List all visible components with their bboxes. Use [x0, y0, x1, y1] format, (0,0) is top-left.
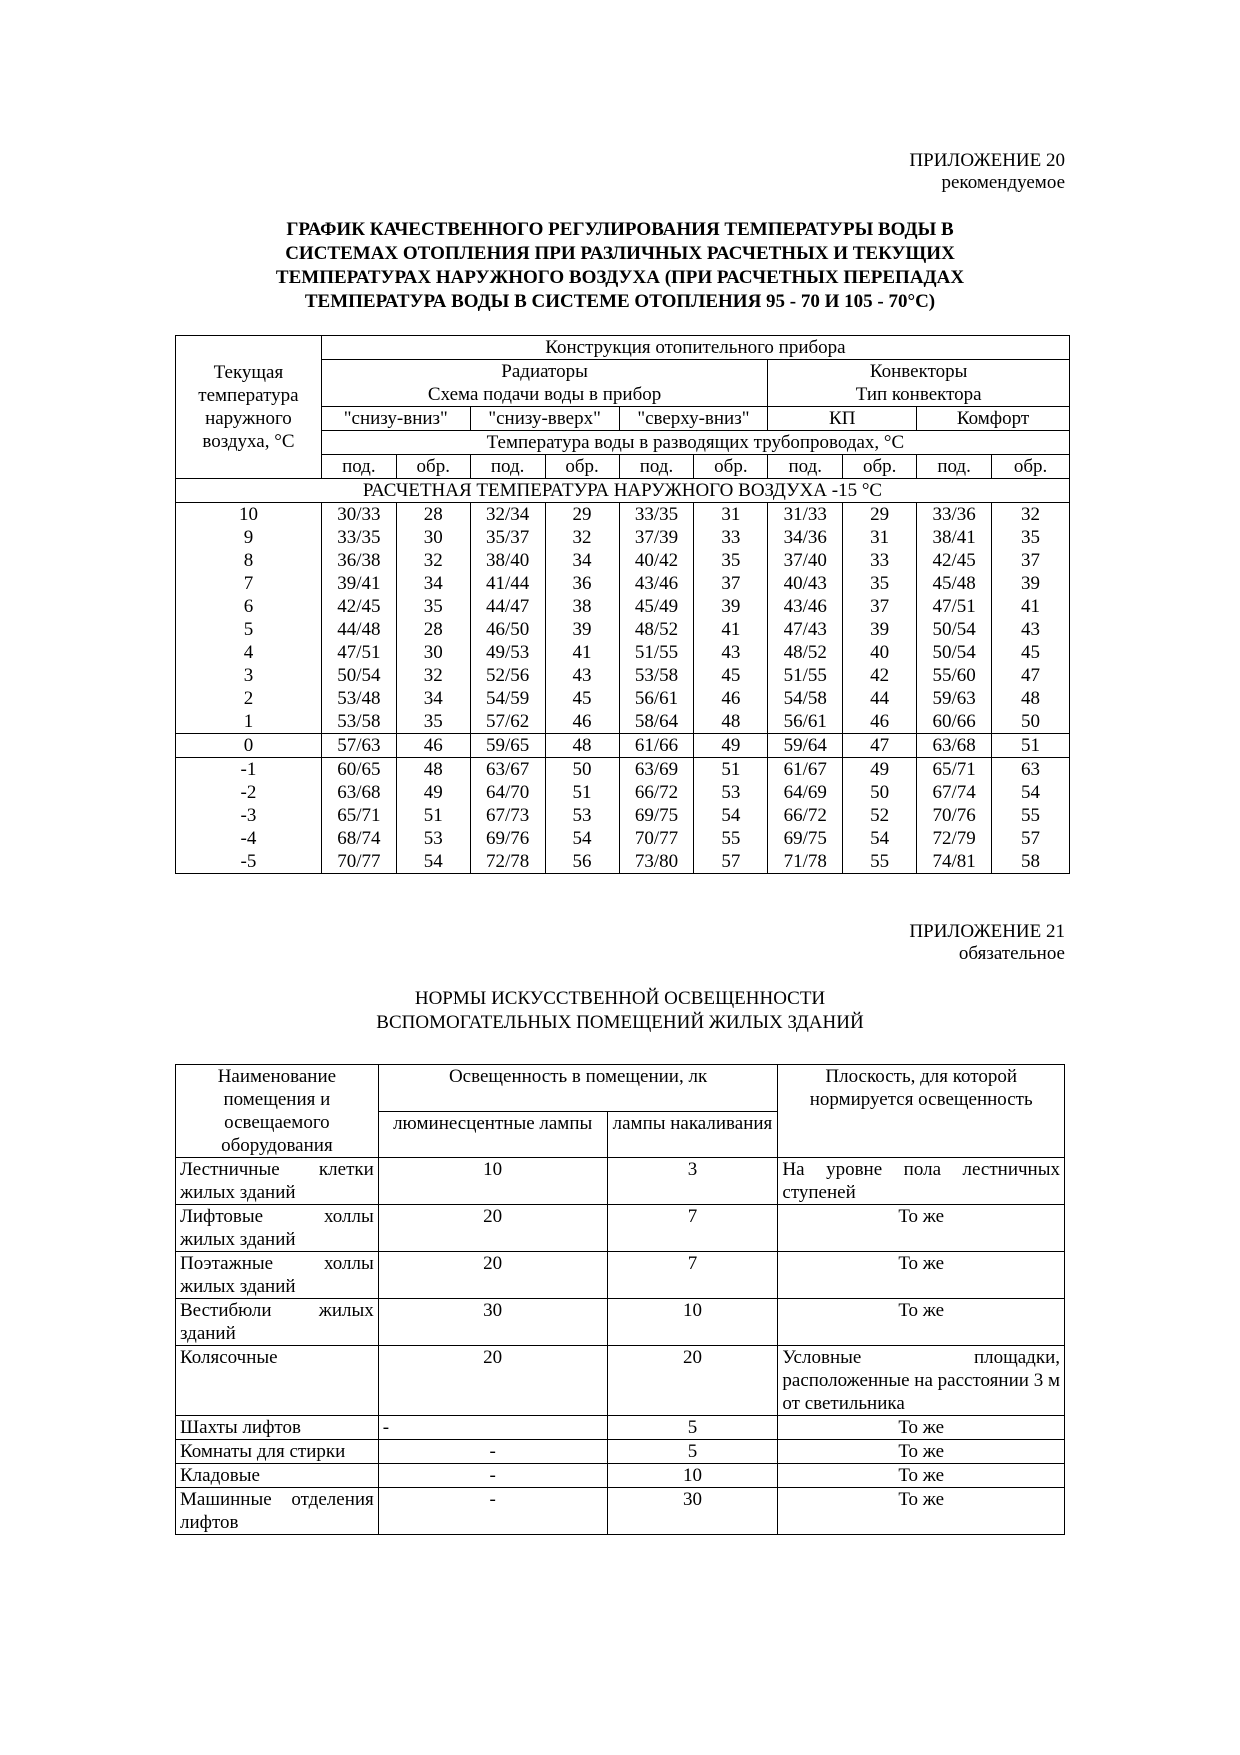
value-cell: 69/75 [619, 804, 694, 827]
chart-title-line: СИСТЕМАХ ОТОПЛЕНИЯ ПРИ РАЗЛИЧНЫХ РАСЧЕТНЫХ И ТЕКУЩИХ [285, 243, 955, 264]
value-cell: 47 [992, 664, 1070, 687]
norms-title-line: ВСПОМОГАТЕЛЬНЫХ ПОМЕЩЕНИЙ ЖИЛЫХ ЗДАНИЙ [376, 1012, 864, 1033]
value-cell: 74/81 [917, 850, 992, 874]
value-cell: 72/79 [917, 827, 992, 850]
value-cell: 61/66 [619, 734, 694, 758]
value-cell: 34 [545, 549, 619, 572]
incandescent-cell: 5 [607, 1416, 778, 1440]
table-row [176, 827, 1070, 850]
outdoor-temp-cell: 4 [176, 641, 322, 664]
value-cell: 70/76 [917, 804, 992, 827]
outdoor-temp-header: Текущая температура наружного воздуха, °С [176, 336, 322, 479]
value-cell: 47/43 [768, 618, 843, 641]
sub-header: "снизу-вверх" [470, 407, 619, 431]
value-cell: 52/56 [470, 664, 545, 687]
value-cell: 73/80 [619, 850, 694, 874]
pod-header: под. [768, 455, 843, 479]
value-cell: 31/33 [768, 503, 843, 527]
value-cell: 50/54 [321, 664, 396, 687]
table-row [176, 641, 1070, 664]
value-cell: 48 [545, 734, 619, 758]
table-row [176, 758, 1070, 782]
outdoor-temp-cell: 9 [176, 526, 322, 549]
sub-header: Комфорт [917, 407, 1070, 431]
value-cell: 39 [843, 618, 917, 641]
value-cell: 72/78 [470, 850, 545, 874]
water-temp-header: Температура воды в разводящих трубопроводах, °С [321, 431, 1069, 455]
value-cell: 66/72 [768, 804, 843, 827]
value-cell: 40 [843, 641, 917, 664]
table-row [176, 1299, 1065, 1346]
convector-type-label: Тип конвектора [855, 384, 982, 405]
value-cell: 46/50 [470, 618, 545, 641]
value-cell: 38/40 [470, 549, 545, 572]
appendix-21-title: ПРИЛОЖЕНИЕ 21 [909, 921, 1065, 942]
chart-title-line: ГРАФИК КАЧЕСТВЕННОГО РЕГУЛИРОВАНИЯ ТЕМПЕРАТУРЫ ВОДЫ В [286, 219, 954, 240]
value-cell: 49 [843, 758, 917, 782]
chart-title-line: ТЕМПЕРАТУРА ВОДЫ В СИСТЕМЕ ОТОПЛЕНИЯ 95 - 70 И 105 - 70°С) [304, 291, 936, 312]
obr-header: обр. [396, 455, 470, 479]
room-name-cell: Машинные отделения лифтов [176, 1488, 379, 1535]
fluorescent-header: люминесцентные лампы [378, 1112, 607, 1158]
outdoor-temp-cell: 10 [176, 503, 322, 527]
plane-cell: То же [778, 1440, 1065, 1464]
lighting-norms-table [175, 1064, 1065, 1535]
table-row [176, 503, 1070, 527]
value-cell: 63/69 [619, 758, 694, 782]
incandescent-cell: 7 [607, 1205, 778, 1252]
value-cell: 37 [843, 595, 917, 618]
value-cell: 35 [694, 549, 768, 572]
value-cell: 45 [694, 664, 768, 687]
fluorescent-cell: - [378, 1440, 607, 1464]
table-row [176, 526, 1070, 549]
value-cell: 50/54 [917, 641, 992, 664]
value-cell: 48 [992, 687, 1070, 710]
value-cell: 33/35 [619, 503, 694, 527]
value-cell: 48 [694, 710, 768, 734]
incandescent-cell: 3 [607, 1158, 778, 1205]
outdoor-temp-cell: -4 [176, 827, 322, 850]
appendix-20-title: ПРИЛОЖЕНИЕ 20 [909, 150, 1065, 171]
value-cell: 35 [992, 526, 1070, 549]
value-cell: 56/61 [768, 710, 843, 734]
obr-header: обр. [843, 455, 917, 479]
table1-body [176, 503, 1070, 874]
value-cell: 43/46 [619, 572, 694, 595]
value-cell: 41 [545, 641, 619, 664]
value-cell: 53 [396, 827, 470, 850]
value-cell: 32 [992, 503, 1070, 527]
incandescent-cell: 10 [607, 1464, 778, 1488]
value-cell: 43 [992, 618, 1070, 641]
plane-cell: То же [778, 1205, 1065, 1252]
incandescent-cell: 20 [607, 1346, 778, 1416]
incandescent-header: лампы накаливания [607, 1112, 778, 1158]
value-cell: 39 [694, 595, 768, 618]
value-cell: 71/78 [768, 850, 843, 874]
construction-header: Конструкция отопительного прибора [321, 336, 1069, 360]
room-name-cell: Колясочные [176, 1346, 379, 1416]
table-row [176, 1205, 1065, 1252]
value-cell: 65/71 [917, 758, 992, 782]
value-cell: 54/58 [768, 687, 843, 710]
value-cell: 49 [694, 734, 768, 758]
value-cell: 48/52 [768, 641, 843, 664]
outdoor-temp-cell: -2 [176, 781, 322, 804]
outdoor-temp-cell: -3 [176, 804, 322, 827]
value-cell: 68/74 [321, 827, 396, 850]
name-header: Наименование помещения и освещаемого оборудования [176, 1065, 379, 1158]
fluorescent-cell: - [378, 1464, 607, 1488]
plane-cell: То же [778, 1416, 1065, 1440]
value-cell: 35/37 [470, 526, 545, 549]
value-cell: 43/46 [768, 595, 843, 618]
pod-header: под. [470, 455, 545, 479]
value-cell: 37 [694, 572, 768, 595]
value-cell: 33/35 [321, 526, 396, 549]
value-cell: 63/68 [321, 781, 396, 804]
value-cell: 69/75 [768, 827, 843, 850]
table-row [176, 804, 1070, 827]
value-cell: 49 [396, 781, 470, 804]
value-cell: 36/38 [321, 549, 396, 572]
room-name-cell: Поэтажные холлы жилых зданий [176, 1252, 379, 1299]
table-row [176, 850, 1070, 874]
table-row [176, 618, 1070, 641]
obr-header: обр. [992, 455, 1070, 479]
room-name-cell: Кладовые [176, 1464, 379, 1488]
obr-header: обр. [545, 455, 619, 479]
obr-header: обр. [694, 455, 768, 479]
value-cell: 59/64 [768, 734, 843, 758]
pod-header: под. [917, 455, 992, 479]
value-cell: 44/48 [321, 618, 396, 641]
value-cell: 50 [545, 758, 619, 782]
value-cell: 53 [694, 781, 768, 804]
value-cell: 42/45 [917, 549, 992, 572]
value-cell: 45 [992, 641, 1070, 664]
value-cell: 60/66 [917, 710, 992, 734]
value-cell: 58/64 [619, 710, 694, 734]
radiators-label: Радиаторы [501, 361, 588, 382]
table-row [176, 1416, 1065, 1440]
value-cell: 64/69 [768, 781, 843, 804]
fluorescent-cell: 20 [378, 1346, 607, 1416]
value-cell: 45/49 [619, 595, 694, 618]
value-cell: 55/60 [917, 664, 992, 687]
value-cell: 51/55 [619, 641, 694, 664]
value-cell: 42/45 [321, 595, 396, 618]
fluorescent-cell: 30 [378, 1299, 607, 1346]
plane-cell: То же [778, 1252, 1065, 1299]
value-cell: 31 [843, 526, 917, 549]
incandescent-cell: 7 [607, 1252, 778, 1299]
table-row [176, 595, 1070, 618]
value-cell: 38/41 [917, 526, 992, 549]
value-cell: 48/52 [619, 618, 694, 641]
convectors-header [768, 360, 1070, 407]
value-cell: 51/55 [768, 664, 843, 687]
value-cell: 29 [843, 503, 917, 527]
value-cell: 53 [545, 804, 619, 827]
pod-header: под. [619, 455, 694, 479]
value-cell: 57/62 [470, 710, 545, 734]
sub-header: "снизу-вниз" [321, 407, 470, 431]
value-cell: 52 [843, 804, 917, 827]
table-row [176, 1252, 1065, 1299]
plane-cell: На уровне пола лестничных ступеней [778, 1158, 1065, 1205]
value-cell: 57 [992, 827, 1070, 850]
value-cell: 28 [396, 503, 470, 527]
value-cell: 39 [545, 618, 619, 641]
calc-temp-row: РАСЧЕТНАЯ ТЕМПЕРАТУРА НАРУЖНОГО ВОЗДУХА -15 °С [176, 479, 1070, 503]
value-cell: 65/71 [321, 804, 396, 827]
value-cell: 34 [396, 687, 470, 710]
table-row [176, 1464, 1065, 1488]
value-cell: 54 [992, 781, 1070, 804]
incandescent-cell: 5 [607, 1440, 778, 1464]
value-cell: 56/61 [619, 687, 694, 710]
value-cell: 59/63 [917, 687, 992, 710]
value-cell: 59/65 [470, 734, 545, 758]
value-cell: 51 [992, 734, 1070, 758]
value-cell: 49/53 [470, 641, 545, 664]
value-cell: 54 [843, 827, 917, 850]
value-cell: 50/54 [917, 618, 992, 641]
value-cell: 51 [694, 758, 768, 782]
value-cell: 30/33 [321, 503, 396, 527]
value-cell: 46 [396, 734, 470, 758]
value-cell: 29 [545, 503, 619, 527]
value-cell: 31 [694, 503, 768, 527]
table-row [176, 572, 1070, 595]
value-cell: 63/68 [917, 734, 992, 758]
value-cell: 57 [694, 850, 768, 874]
value-cell: 39 [992, 572, 1070, 595]
room-name-cell: Лифтовые холлы жилых зданий [176, 1205, 379, 1252]
value-cell: 63/67 [470, 758, 545, 782]
scheme-label: Схема подачи воды в прибор [427, 384, 662, 405]
value-cell: 57/63 [321, 734, 396, 758]
value-cell: 33 [694, 526, 768, 549]
value-cell: 34 [396, 572, 470, 595]
heating-temperature-table [175, 335, 1070, 874]
value-cell: 41 [694, 618, 768, 641]
value-cell: 40/43 [768, 572, 843, 595]
outdoor-temp-cell: 5 [176, 618, 322, 641]
fluorescent-cell: - [378, 1416, 607, 1440]
incandescent-cell: 10 [607, 1299, 778, 1346]
convectors-label: Конвекторы [869, 361, 968, 382]
value-cell: 48 [396, 758, 470, 782]
value-cell: 61/67 [768, 758, 843, 782]
value-cell: 69/76 [470, 827, 545, 850]
table-row [176, 1158, 1065, 1205]
outdoor-temp-cell: -1 [176, 758, 322, 782]
value-cell: 51 [545, 781, 619, 804]
fluorescent-cell: 20 [378, 1205, 607, 1252]
value-cell: 40/42 [619, 549, 694, 572]
value-cell: 55 [694, 827, 768, 850]
value-cell: 47/51 [917, 595, 992, 618]
value-cell: 37/39 [619, 526, 694, 549]
chart-title [175, 218, 1065, 314]
plane-header: Плоскость, для которой нормируется освещенность [778, 1065, 1065, 1158]
room-name-cell: Вестибюли жилых зданий [176, 1299, 379, 1346]
value-cell: 51 [396, 804, 470, 827]
value-cell: 45/48 [917, 572, 992, 595]
value-cell: 35 [396, 710, 470, 734]
value-cell: 32/34 [470, 503, 545, 527]
value-cell: 55 [843, 850, 917, 874]
sub-header: "сверху-вниз" [619, 407, 768, 431]
room-name-cell: Шахты лифтов [176, 1416, 379, 1440]
value-cell: 54 [694, 804, 768, 827]
incandescent-cell: 30 [607, 1488, 778, 1535]
value-cell: 35 [843, 572, 917, 595]
value-cell: 53/58 [321, 710, 396, 734]
outdoor-temp-cell: 6 [176, 595, 322, 618]
radiators-header [321, 360, 767, 407]
outdoor-temp-cell: 2 [176, 687, 322, 710]
room-name-cell: Комнаты для стирки [176, 1440, 379, 1464]
value-cell: 35 [396, 595, 470, 618]
outdoor-temp-cell: -5 [176, 850, 322, 874]
value-cell: 36 [545, 572, 619, 595]
sub-header: КП [768, 407, 917, 431]
value-cell: 30 [396, 526, 470, 549]
appendix-20-status: рекомендуемое [941, 172, 1065, 193]
plane-cell: Условные площадки, расположенные на расстоянии 3 м от светильника [778, 1346, 1065, 1416]
value-cell: 64/70 [470, 781, 545, 804]
appendix-20-header [909, 150, 1065, 194]
value-cell: 32 [396, 664, 470, 687]
table-row [176, 734, 1070, 758]
value-cell: 41 [992, 595, 1070, 618]
value-cell: 38 [545, 595, 619, 618]
table-row [176, 687, 1070, 710]
value-cell: 66/72 [619, 781, 694, 804]
room-name-cell: Лестничные клетки жилых зданий [176, 1158, 379, 1205]
fluorescent-cell: - [378, 1488, 607, 1535]
plane-cell: То же [778, 1464, 1065, 1488]
fluorescent-cell: 10 [378, 1158, 607, 1205]
value-cell: 28 [396, 618, 470, 641]
table-row [176, 1440, 1065, 1464]
plane-cell: То же [778, 1488, 1065, 1535]
value-cell: 34/36 [768, 526, 843, 549]
norms-title-line: НОРМЫ ИСКУССТВЕННОЙ ОСВЕЩЕННОСТИ [414, 988, 826, 1009]
value-cell: 54 [396, 850, 470, 874]
outdoor-temp-cell: 8 [176, 549, 322, 572]
value-cell: 44/47 [470, 595, 545, 618]
plane-cell: То же [778, 1299, 1065, 1346]
value-cell: 67/74 [917, 781, 992, 804]
value-cell: 63 [992, 758, 1070, 782]
outdoor-temp-cell: 0 [176, 734, 322, 758]
value-cell: 44 [843, 687, 917, 710]
value-cell: 47 [843, 734, 917, 758]
outdoor-temp-cell: 7 [176, 572, 322, 595]
pod-header: под. [321, 455, 396, 479]
value-cell: 46 [843, 710, 917, 734]
value-cell: 54/59 [470, 687, 545, 710]
value-cell: 56 [545, 850, 619, 874]
value-cell: 45 [545, 687, 619, 710]
illumination-header: Освещенность в помещении, лк [378, 1065, 778, 1112]
value-cell: 30 [396, 641, 470, 664]
value-cell: 50 [992, 710, 1070, 734]
value-cell: 43 [545, 664, 619, 687]
outdoor-temp-cell: 3 [176, 664, 322, 687]
value-cell: 32 [545, 526, 619, 549]
table-row [176, 710, 1070, 734]
value-cell: 46 [545, 710, 619, 734]
chart-title-line: ТЕМПЕРАТУРАХ НАРУЖНОГО ВОЗДУХА (ПРИ РАСЧЕТНЫХ ПЕРЕПАДАХ [275, 267, 965, 288]
value-cell: 37/40 [768, 549, 843, 572]
fluorescent-cell: 20 [378, 1252, 607, 1299]
value-cell: 53/58 [619, 664, 694, 687]
value-cell: 70/77 [321, 850, 396, 874]
appendix-21-status: обязательное [958, 943, 1065, 964]
value-cell: 54 [545, 827, 619, 850]
value-cell: 39/41 [321, 572, 396, 595]
value-cell: 58 [992, 850, 1070, 874]
table-row [176, 1488, 1065, 1535]
value-cell: 33 [843, 549, 917, 572]
value-cell: 41/44 [470, 572, 545, 595]
table-row [176, 549, 1070, 572]
table2-body [176, 1158, 1065, 1535]
value-cell: 43 [694, 641, 768, 664]
appendix-21-header [909, 921, 1065, 965]
value-cell: 46 [694, 687, 768, 710]
table-row [176, 781, 1070, 804]
norms-title [175, 987, 1065, 1035]
value-cell: 47/51 [321, 641, 396, 664]
value-cell: 42 [843, 664, 917, 687]
value-cell: 67/73 [470, 804, 545, 827]
outdoor-temp-cell: 1 [176, 710, 322, 734]
value-cell: 55 [992, 804, 1070, 827]
value-cell: 53/48 [321, 687, 396, 710]
value-cell: 70/77 [619, 827, 694, 850]
value-cell: 37 [992, 549, 1070, 572]
table-row [176, 1346, 1065, 1416]
value-cell: 32 [396, 549, 470, 572]
value-cell: 60/65 [321, 758, 396, 782]
value-cell: 50 [843, 781, 917, 804]
value-cell: 33/36 [917, 503, 992, 527]
table-row [176, 664, 1070, 687]
